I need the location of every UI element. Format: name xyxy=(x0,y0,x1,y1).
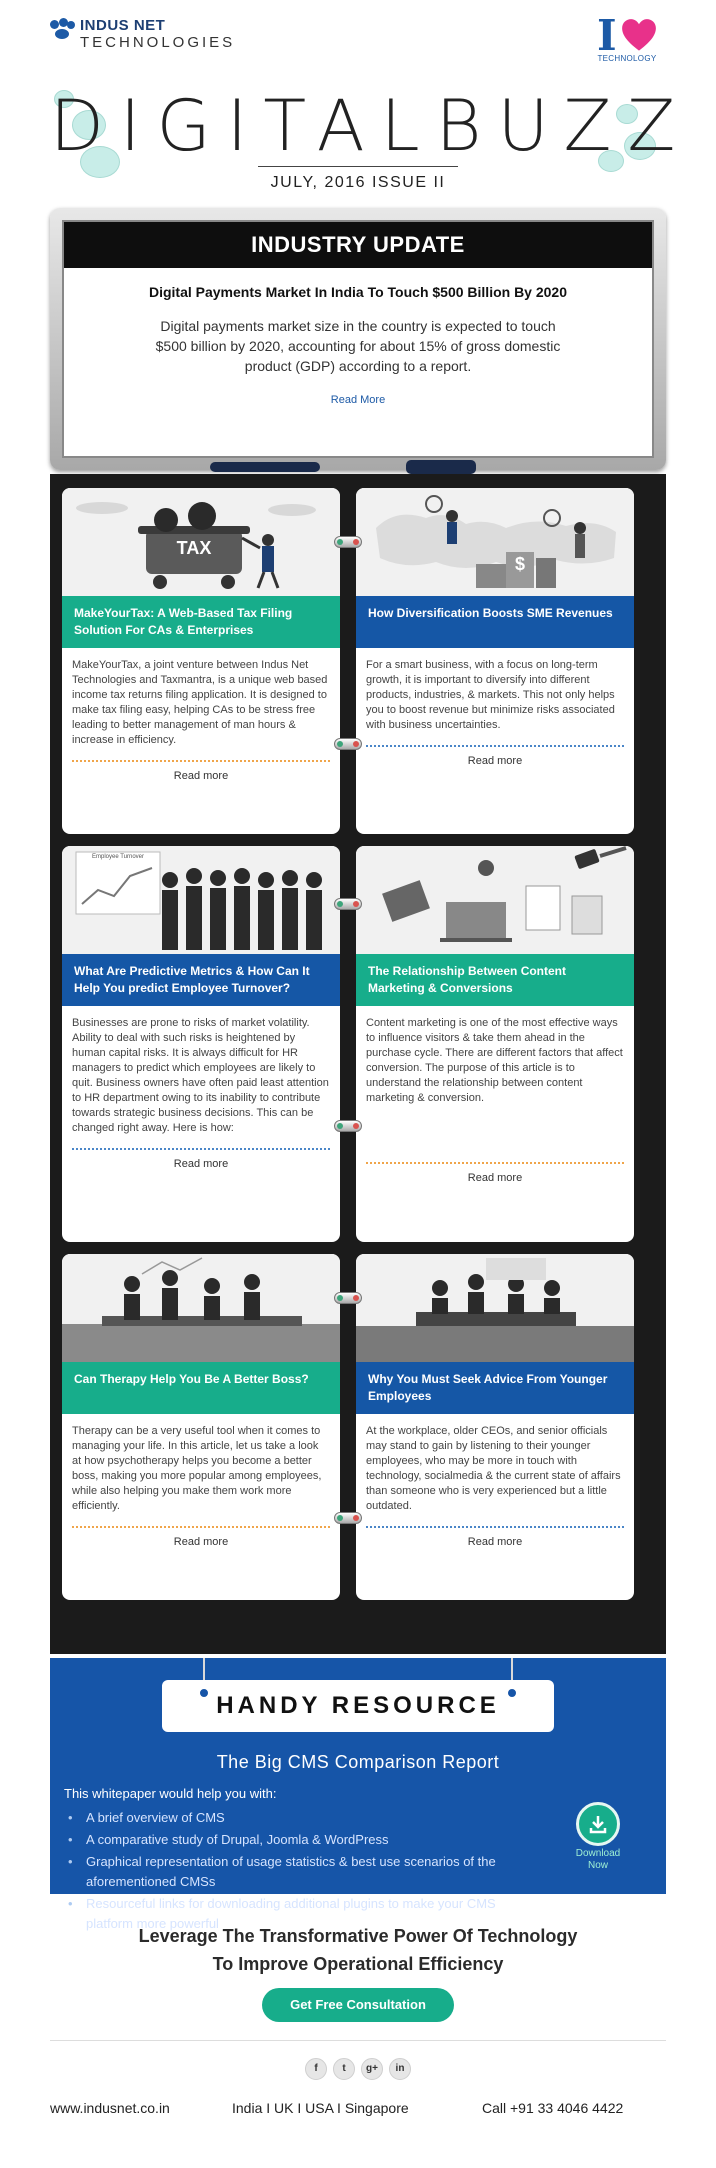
download-icon xyxy=(576,1802,620,1846)
logo-letter: I xyxy=(596,11,617,60)
resource-list xyxy=(64,1808,524,1936)
eraser-icon xyxy=(406,460,476,474)
google-plus-icon[interactable]: g+ xyxy=(361,2058,383,2080)
sign-string xyxy=(203,1658,205,1682)
industry-update-heading: INDUSTRY UPDATE xyxy=(64,222,652,268)
article-card xyxy=(356,488,634,834)
read-more-link[interactable]: Read more xyxy=(467,755,523,767)
article-title[interactable]: Why You Must Seek Advice From Younger Employees xyxy=(356,1362,634,1414)
article-title[interactable]: The Relationship Between Content Marketing & Conversions xyxy=(356,954,634,1006)
binder-ring-icon xyxy=(334,738,362,750)
resource-title[interactable]: The Big CMS Comparison Report xyxy=(216,1752,500,1772)
article-illustration xyxy=(62,1254,340,1362)
resource-list-item: • Graphical representation of usage statistics & best use scenarios of the aforementioned CMSs xyxy=(64,1852,524,1892)
article-card xyxy=(62,488,340,834)
article-title[interactable]: What Are Predictive Metrics & How Can It Help You predict Employee Turnover? xyxy=(62,954,340,1006)
newsletter-brand: DIGITALBUZZ xyxy=(50,85,692,167)
newsletter xyxy=(50,0,692,2168)
get-free-consultation-button[interactable]: Get Free Consultation xyxy=(262,1988,454,2022)
download-label-line2: Now xyxy=(587,1860,608,1871)
therapy-meeting-icon xyxy=(62,1254,340,1362)
website-link[interactable]: www.indusnet.co.in xyxy=(50,2100,170,2116)
article-card xyxy=(356,846,634,1242)
article-excerpt: Content marketing is one of the most effective ways to influence visitors & take them ahead in the purchase cycle. There are different factors that affect conversion. The purpose of this article is to understand the relationship between content marketing & conversion. xyxy=(366,1017,623,1104)
art-label: $ xyxy=(514,554,525,574)
article-illustration xyxy=(62,846,340,954)
issue-divider xyxy=(258,166,458,167)
article-illustration xyxy=(356,488,634,596)
article-card xyxy=(62,846,340,1242)
article-title[interactable]: Can Therapy Help You Be A Better Boss? xyxy=(62,1362,340,1414)
sign-string xyxy=(511,1658,513,1682)
logo-line1: INDUS NET xyxy=(80,17,166,34)
binder-ring-icon xyxy=(334,1120,362,1132)
binder-ring-icon xyxy=(334,536,362,548)
articles-section xyxy=(50,474,666,1654)
logo-line2: TECHNOLOGIES xyxy=(80,34,236,51)
resource-list-item: • A brief overview of CMS xyxy=(64,1808,524,1828)
read-more-link[interactable]: Read more xyxy=(467,1536,523,1548)
industry-update-board xyxy=(50,208,666,470)
binder-ring-icon xyxy=(334,1512,362,1524)
handy-resource-section xyxy=(50,1658,666,1931)
article-card xyxy=(62,1254,340,1600)
article-title[interactable]: How Diversification Boosts SME Revenues xyxy=(356,596,634,648)
marker-icon xyxy=(210,462,320,472)
logo-dots-icon xyxy=(50,18,76,40)
download-now-button[interactable] xyxy=(566,1802,630,1872)
world-map-icon xyxy=(356,488,634,596)
sign-pin-icon xyxy=(199,1688,209,1698)
cta-heading xyxy=(50,1922,666,1978)
footer-divider xyxy=(50,2040,666,2041)
article-title[interactable]: MakeYourTax: A Web-Based Tax Filing Solution For CAs & Enterprises xyxy=(62,596,340,648)
article-excerpt: At the workplace, older CEOs, and senior officials may stand to gain by listening to their younger employees, who may be more in touch with technology, socialmedia & the current state of affairs than someone who is very experienced but a little outdated. xyxy=(366,1425,621,1512)
article-excerpt: For a smart business, with a focus on long-term growth, it is important to diversify into different products, industries, & markets. This not only helps you to boost revenue but minimize risks associated with business uncertainties. xyxy=(366,659,615,731)
read-more-link[interactable]: Read more xyxy=(173,1536,229,1548)
read-more-link[interactable]: Read more xyxy=(173,770,229,782)
read-more-link[interactable]: Read more xyxy=(467,1172,523,1184)
resource-list-item: • Resourceful links for downloading additional plugins to make your CMS platform more powerful xyxy=(64,1894,524,1934)
binder-ring-icon xyxy=(334,898,362,910)
office-locations: India I UK I USA I Singapore xyxy=(232,2100,409,2116)
industry-update-read-more-link[interactable]: Read More xyxy=(330,394,386,406)
industry-update-description: Digital payments market size in the country is expected to touch $500 billion by 2020, accounting for about 15% of gross domestic product (GDP) according to a report. xyxy=(155,318,561,374)
social-links xyxy=(50,2058,666,2080)
office-team-icon xyxy=(356,1254,634,1362)
download-label-line1: Download xyxy=(575,1848,621,1859)
read-more-link[interactable]: Read more xyxy=(173,1158,229,1170)
logo-word: TECHNOLOGY xyxy=(597,54,657,63)
handy-resource-heading: HANDY RESOURCE xyxy=(162,1680,554,1732)
employee-turnover-icon xyxy=(62,846,340,954)
issue-label: JULY, 2016 ISSUE II xyxy=(270,174,446,191)
industry-update-title: Digital Payments Market In India To Touch $500 Billion By 2020 xyxy=(148,284,568,300)
art-label: TAX xyxy=(176,538,212,558)
content-marketing-icon xyxy=(356,846,634,954)
board-surface xyxy=(62,220,654,458)
art-label: Employee Turnover xyxy=(91,854,145,860)
article-illustration xyxy=(356,846,634,954)
article-illustration xyxy=(356,1254,634,1362)
article-illustration xyxy=(62,488,340,596)
linkedin-icon[interactable]: in xyxy=(389,2058,411,2080)
cta-heading-line2: To Improve Operational Efficiency xyxy=(212,1954,504,1974)
cta-heading-line1: Leverage The Transformative Power Of Technology xyxy=(138,1926,578,1946)
sign-pin-icon xyxy=(507,1688,517,1698)
article-card xyxy=(356,1254,634,1600)
heart-icon xyxy=(621,18,657,54)
phone-number[interactable]: Call +91 33 4046 4422 xyxy=(482,2100,624,2116)
resource-intro: This whitepaper would help you with: xyxy=(64,1786,277,1801)
article-excerpt: Therapy can be a very useful tool when it comes to managing your life. In this article, let us take a look at how psychotherapy helps you become a better boss, making you more popular among employees, while also helping you make them work more efficiently. xyxy=(72,1425,322,1512)
article-excerpt: Businesses are prone to risks of market volatility. Ability to deal with such risks is heightened by human capital risks. It is always difficult for HR managers to predict which employees are likely to quit. Business owners have often paid least attention to HR department owing to its inability to contribute towards strategic business decisions. This can be changed right away. Here is how: xyxy=(72,1017,329,1134)
binder-ring-icon xyxy=(334,1292,362,1304)
facebook-icon[interactable]: f xyxy=(305,2058,327,2080)
article-excerpt: MakeYourTax, a joint venture between Indus Net Technologies and Taxmantra, is a unique web based income tax returns filing application. It is designed to make tax filing easy, helping CAs to be stress free leading to better management of man hours & increase in efficiency. xyxy=(72,659,328,746)
i-love-technology-logo[interactable] xyxy=(596,11,658,63)
resource-list-item: • A comparative study of Drupal, Joomla & WordPress xyxy=(64,1830,524,1850)
twitter-icon[interactable]: t xyxy=(333,2058,355,2080)
header xyxy=(50,0,692,200)
indus-net-logo[interactable] xyxy=(50,18,235,51)
